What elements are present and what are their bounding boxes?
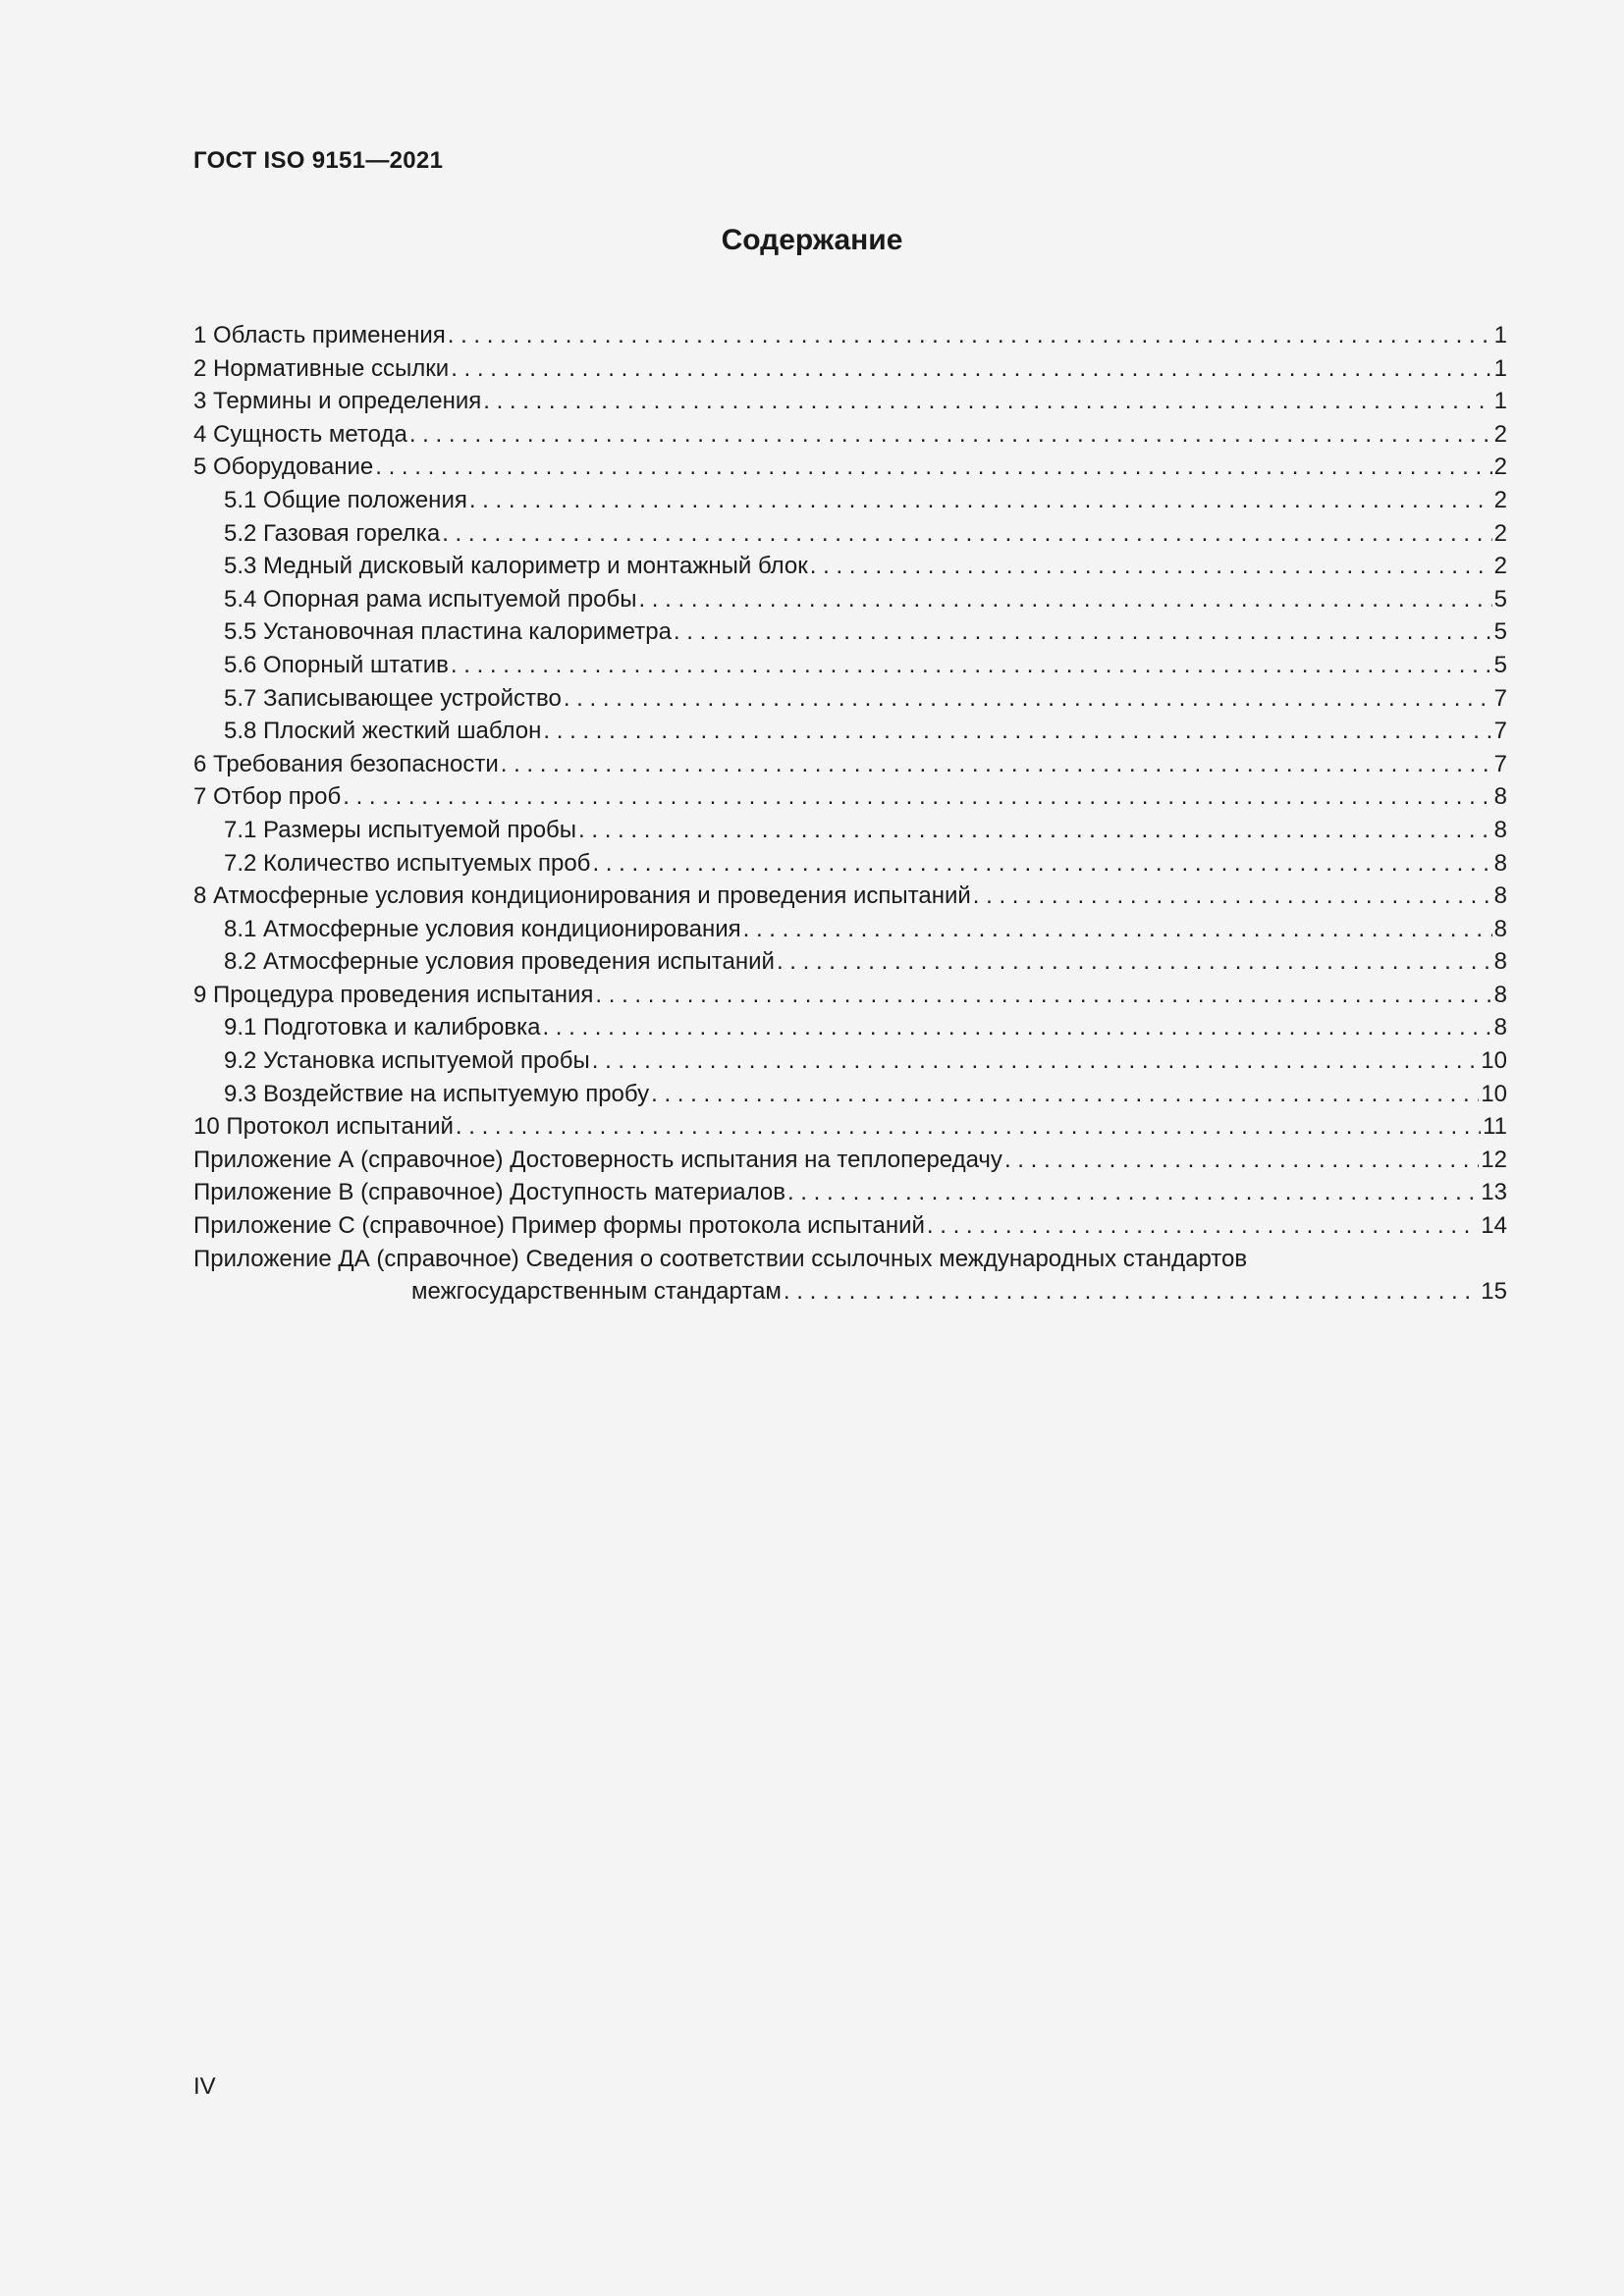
toc-entry-page: 8 [1493, 816, 1507, 843]
toc-entry[interactable] [193, 847, 1507, 881]
dot-leader [787, 1176, 1479, 1209]
toc-entry-label: 2 Нормативные ссылки [193, 354, 450, 382]
toc-entry-label: 9.1 Подготовка и калибровка [224, 1014, 541, 1041]
dot-leader [651, 1078, 1479, 1111]
toc-entry-page: 7 [1493, 684, 1507, 712]
toc-entry-label: 4 Сущность метода [193, 420, 407, 448]
toc-entry-annex-da-line2[interactable] [193, 1275, 1507, 1308]
dot-leader [456, 1110, 1481, 1144]
dot-leader [451, 352, 1491, 386]
toc-entry-label: 5.7 Записывающее устройство [224, 684, 562, 712]
toc-entry-label: 5.2 Газовая горелка [224, 519, 441, 547]
toc-entry[interactable] [193, 913, 1507, 946]
toc-entry[interactable] [193, 682, 1507, 716]
toc-entry-page: 8 [1493, 915, 1507, 942]
toc-entry-label: 5.3 Медный дисковый калориметр и монтажный блок [224, 553, 808, 580]
toc-entry[interactable] [193, 352, 1507, 386]
dot-leader [501, 748, 1492, 781]
dot-leader [927, 1209, 1479, 1243]
toc-entry-page: 2 [1493, 519, 1507, 547]
toc-entry[interactable] [193, 517, 1507, 551]
dot-leader [595, 979, 1491, 1012]
dot-leader [592, 1044, 1480, 1078]
toc-entry-page: 7 [1493, 718, 1507, 745]
toc-entry-label: 7.1 Размеры испытуемой пробы [224, 816, 577, 843]
toc-entry-page: 5 [1493, 618, 1507, 646]
dot-leader [448, 319, 1492, 352]
toc-entry[interactable] [193, 615, 1507, 649]
toc-entry-label: межгосударственным стандартам [411, 1278, 782, 1306]
toc-entry[interactable] [193, 451, 1507, 484]
toc-entry-label: Приложение ДА (справочное) Сведения о соответствии ссылочных международных стандартов [193, 1245, 1248, 1272]
toc-entry-label: 8.1 Атмосферные условия кондиционирования [224, 915, 741, 942]
toc-entry-label: 9.2 Установка испытуемой пробы [224, 1047, 590, 1075]
toc-entry-label: 5.8 Плоский жесткий шаблон [224, 718, 542, 745]
toc-entry-label: Приложение В (справочное) Доступность материалов [193, 1179, 785, 1206]
toc-entry[interactable] [193, 1044, 1507, 1078]
toc-entry[interactable] [193, 1011, 1507, 1044]
toc-entry-label: 6 Требования безопасности [193, 750, 499, 777]
toc-entry[interactable] [193, 1078, 1507, 1111]
dot-leader [542, 1011, 1491, 1044]
toc-entry-label: 1 Область применения [193, 322, 446, 348]
dot-leader [1004, 1144, 1479, 1177]
toc-entry-label: 10 Протокол испытаний [193, 1113, 454, 1141]
toc-entry[interactable] [193, 418, 1507, 452]
toc-entry[interactable] [193, 979, 1507, 1012]
toc-entry[interactable] [193, 945, 1507, 979]
toc-entry[interactable] [193, 484, 1507, 517]
dot-leader [469, 484, 1492, 517]
toc-entry-label: 5 Оборудование [193, 454, 374, 481]
toc-entry-page: 8 [1493, 882, 1507, 910]
toc-entry-page: 2 [1493, 420, 1507, 448]
toc-entry-page: 5 [1493, 651, 1507, 678]
toc-entry-page: 8 [1493, 849, 1507, 877]
toc-entry-label: 8.2 Атмосферные условия проведения испытаний [224, 948, 775, 976]
document-code-header: ГОСТ ISO 9151—2021 [193, 147, 444, 174]
dot-leader [973, 880, 1492, 913]
toc-entry-label: 5.6 Опорный штатив [224, 651, 449, 678]
dot-leader [592, 847, 1491, 881]
dot-leader [451, 649, 1492, 682]
toc-entry-page: 8 [1493, 1014, 1507, 1041]
toc-entry-page: 5 [1493, 585, 1507, 613]
toc-entry-page: 13 [1481, 1179, 1507, 1206]
toc-entry[interactable] [193, 1110, 1507, 1144]
toc-entry[interactable] [193, 715, 1507, 748]
toc-entry[interactable] [193, 814, 1507, 847]
dot-leader [343, 780, 1491, 814]
toc-entry-page: 10 [1481, 1047, 1507, 1075]
toc-entry[interactable] [193, 1209, 1507, 1243]
toc-entry-page: 8 [1493, 783, 1507, 811]
toc-entry[interactable] [193, 649, 1507, 682]
toc-entry-label: 3 Термины и определения [193, 388, 482, 415]
toc-entry-label: 7.2 Количество испытуемых проб [224, 849, 591, 877]
toc-entry[interactable] [193, 780, 1507, 814]
toc-entry-page: 8 [1493, 981, 1507, 1008]
table-of-contents [193, 319, 1507, 1308]
toc-entry[interactable] [193, 319, 1507, 352]
dot-leader [483, 385, 1491, 418]
toc-entry-annex-da-line1[interactable] [193, 1243, 1507, 1276]
toc-entry-label: 9 Процедура проведения испытания [193, 981, 594, 1008]
toc-entry-label: 8 Атмосферные условия кондиционирования и проведения испытаний [193, 882, 971, 910]
toc-entry-page: 1 [1493, 388, 1507, 415]
toc-entry-page: 12 [1481, 1146, 1507, 1173]
toc-entry-page: 15 [1481, 1278, 1507, 1306]
toc-entry[interactable] [193, 1144, 1507, 1177]
dot-leader [578, 814, 1492, 847]
toc-entry-page: 2 [1493, 553, 1507, 580]
toc-entry[interactable] [193, 583, 1507, 616]
toc-entry-page: 10 [1481, 1080, 1507, 1107]
dot-leader [674, 615, 1492, 649]
dot-leader [777, 945, 1492, 979]
toc-entry[interactable] [193, 748, 1507, 781]
dot-leader [743, 913, 1492, 946]
toc-entry-page: 7 [1493, 750, 1507, 777]
dot-leader [543, 715, 1491, 748]
dot-leader [564, 682, 1492, 716]
dot-leader [375, 451, 1491, 484]
toc-entry-page: 2 [1493, 454, 1507, 481]
dot-leader [638, 583, 1491, 616]
toc-entry-label: 5.1 Общие положения [224, 486, 467, 513]
toc-entry-label: 9.3 Воздействие на испытуемую пробу [224, 1080, 650, 1107]
toc-entry[interactable] [193, 550, 1507, 583]
toc-entry-page: 8 [1493, 948, 1507, 976]
toc-entry[interactable] [193, 385, 1507, 418]
toc-entry-page: 1 [1493, 322, 1507, 348]
toc-entry-label: 5.5 Установочная пластина калориметра [224, 618, 672, 646]
toc-title: Содержание [721, 224, 903, 256]
toc-entry-label: 5.4 Опорная рама испытуемой пробы [224, 585, 637, 613]
toc-entry-page: 11 [1483, 1113, 1507, 1141]
toc-entry-page: 14 [1481, 1212, 1507, 1240]
toc-entry-label: Приложение А (справочное) Достоверность испытания на теплопередачу [193, 1146, 1002, 1173]
dot-leader [409, 418, 1492, 452]
toc-entry[interactable] [193, 880, 1507, 913]
toc-entry[interactable] [193, 1176, 1507, 1209]
toc-entry-label: 7 Отбор проб [193, 783, 342, 811]
dot-leader [442, 517, 1491, 551]
dot-leader [784, 1275, 1479, 1308]
dot-leader [810, 550, 1492, 583]
toc-entry-label: Приложение С (справочное) Пример формы протокола испытаний [193, 1212, 925, 1240]
toc-entry-page: 2 [1493, 486, 1507, 513]
page-number-footer: IV [193, 2073, 216, 2100]
toc-entry-page: 1 [1493, 354, 1507, 382]
